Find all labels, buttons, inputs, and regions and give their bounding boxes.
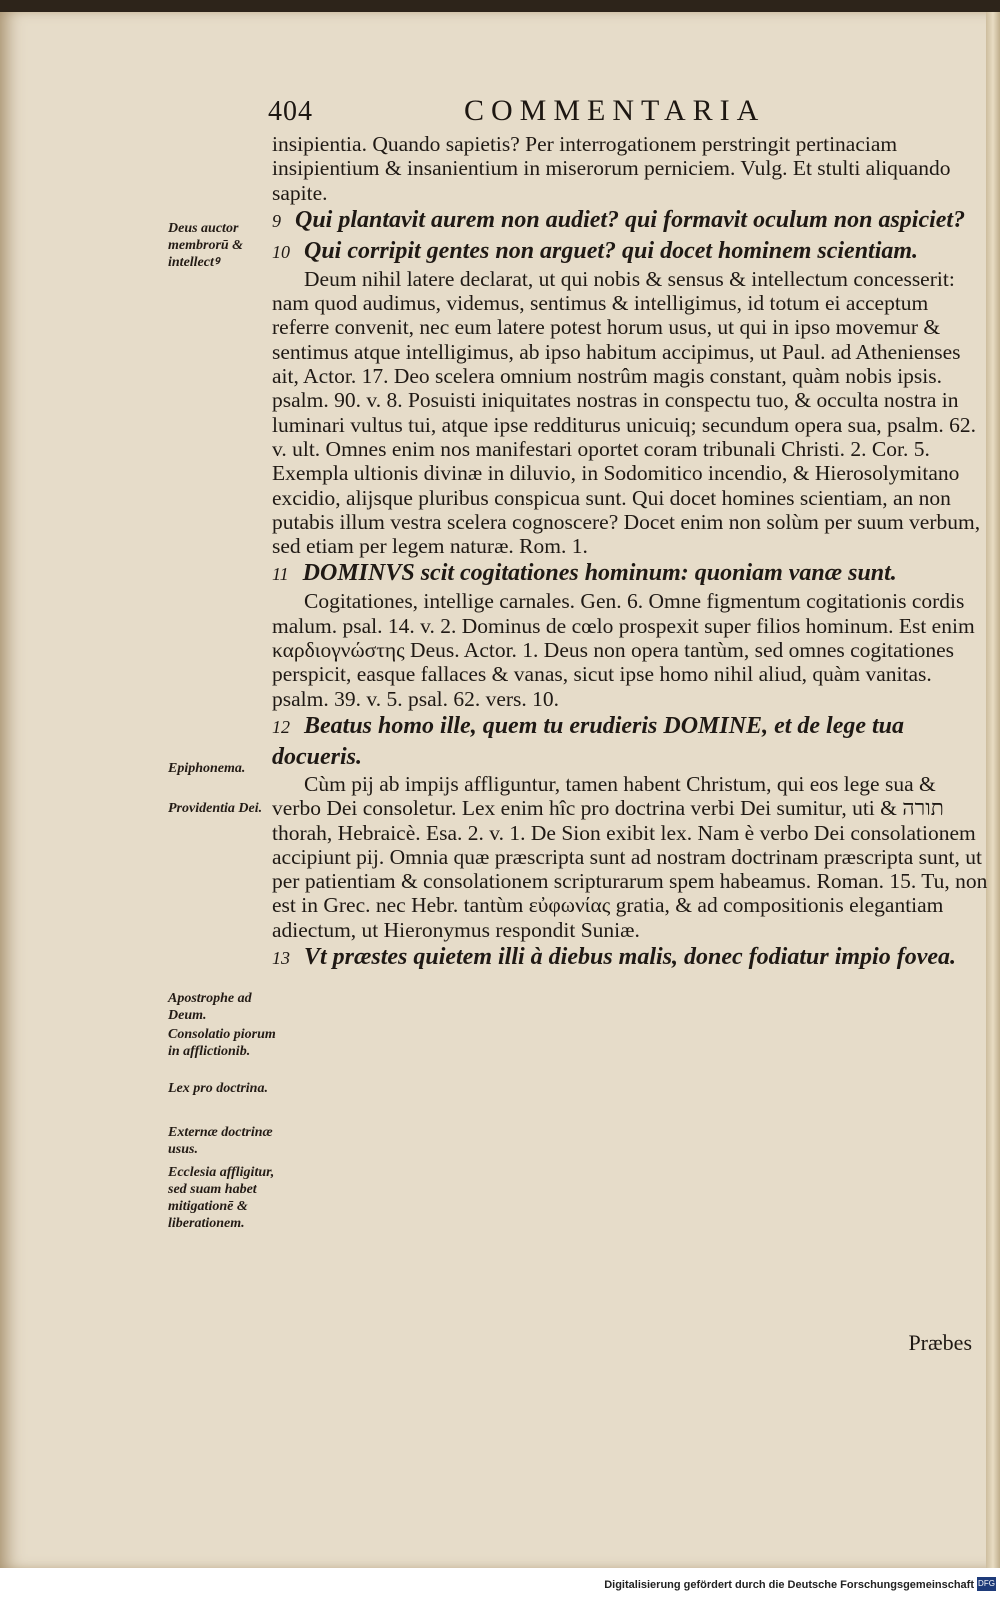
marginal-note: Providentia Dei. [168, 801, 263, 816]
verse-13 [272, 942, 990, 973]
prose-paragraph: Deum nihil latere declarat, ut qui nobis & sensus & intellectum concesserit: nam quod audimus, videmus, sentimus & intelligimus, id totum ei acceptum referre convenit, nec eum latere potest horum usus, ut qui in ipso movemur & sentimus atque intelligimus, ab ipso habitum accipimus, ut Paul. ad Athenienses ait, Actor. 17. Deo scelera omnium nostrûm magis constant, quàm nobis ipsis. psalm. 90. v. 8. Posuisti iniquitates nostras in conspectu tuo, & occulta nostra in luminari vultus tui, atque ipse redditurus unicuiq; secundum opera sua, psalm. 62. v. ult. Omnes enim nos manifestari oportet coram tribunali Christi. 2. Cor. 5. Exempla ultionis divinæ in diluvio, in Sodomitico incendio, & Hierosolymitano excidio, alijsque pluribus conspicua sunt. Qui docet homines scientiam, an non putabis illum vestra scelera cognoscere? Docet enim non solùm per suum verbum, sed etiam per legem naturæ. Rom. 1. [272, 266, 981, 559]
prose-paragraph: Cùm pij ab impijs affliguntur, tamen habent Christum, qui eos lege sua & verbo Dei consoletur. Lex enim hîc pro doctrina verbi Dei sumitur, uti & תורה thorah, Hebraicè. Esa. 2. v. 1. De Sion exibit lex. Nam è verbo Dei consolationem accipiunt pij. Omnia quæ præscripta sunt ad nostram doctrinam præscripta sunt, ut per patientiam & consolationem scripturarum spem habeamus. Roman. 15. Tu, non est in Grec. nec Hebr. tantùm εὐφωνίας gratia, & ad compositionis elegantiam adiectum, ut Hieronymus respondit Suniæ. [272, 771, 988, 942]
marginal-note: Apostrophe ad Deum. [168, 991, 252, 1023]
marginal-note: Consolatio piorum in afflictionib. [168, 1027, 276, 1059]
verse-text: Vt præstes quietem illi à diebus malis, donec fodiatur impio fovea. [304, 944, 956, 971]
marginal-note: Epiphonema. [168, 761, 246, 776]
verse-number: 10 [272, 241, 290, 262]
main-text [272, 132, 990, 973]
prose-paragraph: insipientia. Quando sapietis? Per interrogationem perstringit pertinaciam insipientium & insanientium in miserorum perniciem. Vulg. Et stulti aliquando sapite. [272, 132, 951, 205]
scan-top-border [0, 0, 1000, 12]
marginal-note: Externæ doctrinæ usus. [168, 1125, 273, 1157]
dfg-logo-icon: DFG [977, 1577, 996, 1591]
verse-number: 12 [272, 716, 290, 737]
marginal-note: Lex pro doctrina. [168, 1081, 268, 1096]
marginal-note: Deus auctor membrorū & intellectꝰ [168, 221, 244, 270]
page-number: 404 [268, 96, 313, 127]
catchword: Præbes [908, 1330, 972, 1355]
verse-text: Beatus homo ille, quem tu erudieris DOMINE, et de lege tua docueris. [272, 712, 905, 770]
prose-paragraph: Cogitationes, intellige carnales. Gen. 6. Omne figmentum cogitationis cordis malum. psal. 14. v. 2. Dominus de cœlo prospexit super filios hominum. Est enim καρδιογνώστης Deus. Actor. 1. Deus non opera tantùm, sed omnes cogitationes perspicit, easque fallaces & vanas, sicut ipse homo nihil aliud, quàm vanitas. psalm. 39. v. 5. psal. 62. vers. 10. [272, 589, 975, 711]
marginal-note: Ecclesia affligitur, sed suam habet mitigationē & liberationem. [168, 1165, 275, 1231]
verse-12 [272, 711, 990, 772]
verse-9 [272, 205, 990, 236]
footer-credit: Digitalisierung gefördert durch die Deutsche Forschungsgemeinschaft [604, 1579, 974, 1591]
footer-bar [0, 1568, 1000, 1601]
verse-text: Qui plantavit aurem non audiet? qui formavit oculum non aspiciet? [295, 206, 966, 233]
verse-number: 9 [272, 210, 281, 231]
verse-10 [272, 236, 990, 267]
verse-number: 11 [272, 564, 289, 585]
verse-number: 13 [272, 948, 290, 969]
verse-11 [272, 558, 990, 589]
running-title: COMMENTARIA [464, 94, 766, 127]
verse-text: Qui corripit gentes non arguet? qui docet hominem scientiam. [304, 237, 919, 264]
verse-text: DOMINVS scit cogitationes hominum: quoniam vanæ sunt. [302, 560, 897, 587]
